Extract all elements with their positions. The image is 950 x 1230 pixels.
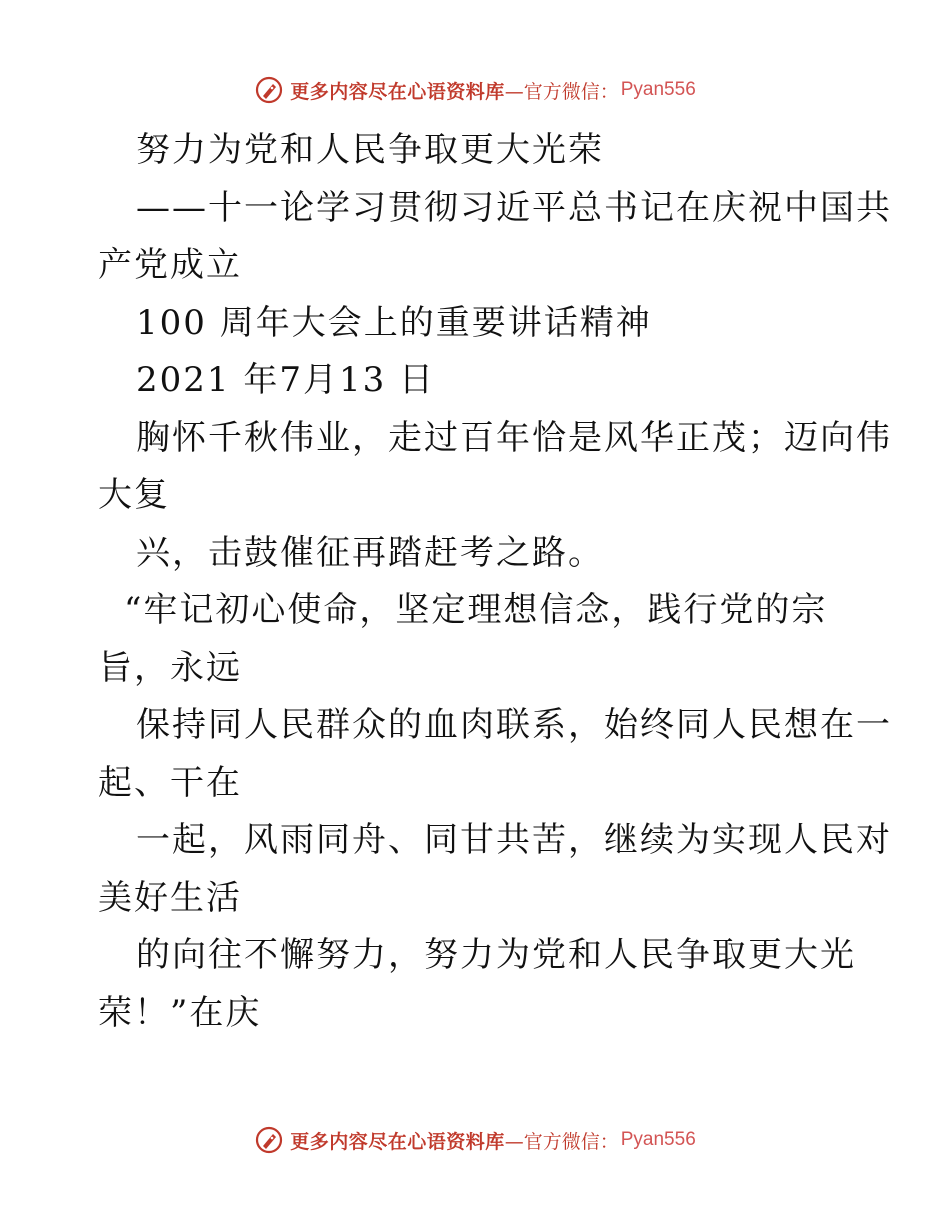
paragraph-line: 保持同人民群众的血肉联系，始终同人民想在一 — [136, 705, 892, 745]
article-date: 2021 年7月13 日 — [136, 360, 436, 400]
watermark-text: 更多内容尽在心语资料库 — [290, 80, 505, 103]
paragraph-line: 的向往不懈努力，努力为党和人民争取更大光 — [136, 935, 856, 975]
paragraph-line: 起、干在 — [98, 762, 242, 803]
paragraph-line: 旨，永远 — [98, 647, 242, 688]
header-watermark — [0, 70, 950, 110]
pen-nib-logo-icon — [254, 1125, 284, 1155]
footer-watermark — [0, 1120, 950, 1160]
watermark-separator: —官方微信： — [504, 80, 619, 103]
watermark-wechat-id: Pyan556 — [620, 79, 696, 100]
document-body — [98, 122, 892, 1042]
watermark-text: 更多内容尽在心语资料库 — [290, 1130, 505, 1153]
paragraph-line: 荣！”在庆 — [98, 992, 262, 1033]
article-subtitle-line-2: 产党成立 — [98, 245, 242, 285]
paragraph-line: 大复 — [98, 475, 170, 515]
pen-nib-logo-icon — [254, 75, 284, 105]
paragraph-line: “牢记初心使命，坚定理想信念，践行党的宗 — [124, 590, 828, 630]
watermark-wechat-id: Pyan556 — [620, 1129, 696, 1150]
article-subtitle-line-3: 100 周年大会上的重要讲话精神 — [136, 302, 652, 343]
watermark-separator: —官方微信： — [504, 1130, 619, 1153]
article-title: 努力为党和人民争取更大光荣 — [136, 130, 604, 170]
paragraph-line: 兴，击鼓催征再踏赶考之路。 — [136, 532, 604, 573]
paragraph-line: 美好生活 — [98, 877, 242, 918]
article-subtitle-line-1: ——十一论学习贯彻习近平总书记在庆祝中国共 — [136, 187, 892, 228]
paragraph-line: 一起，风雨同舟、同甘共苦，继续为实现人民对 — [136, 820, 892, 860]
paragraph-line: 胸怀千秋伟业，走过百年恰是风华正茂；迈向伟 — [136, 417, 892, 458]
